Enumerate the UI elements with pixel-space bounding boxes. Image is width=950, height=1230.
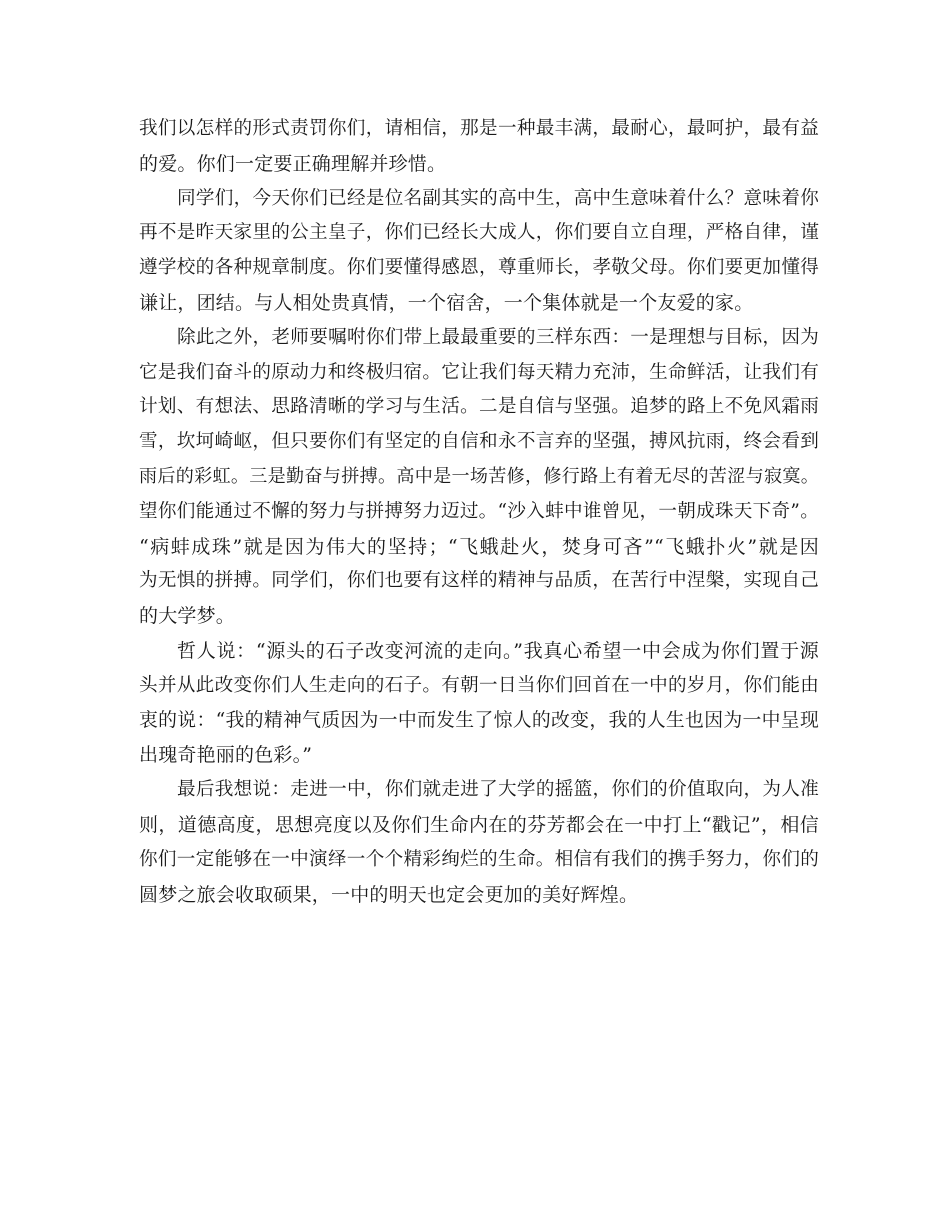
text-line: 衷的说：“我的精神气质因为一中而发生了惊人的改变，我的人生也因为一中呈现 [139, 709, 819, 731]
document-body [139, 112, 819, 912]
text-line: “病蚌成珠”就是因为伟大的坚持；“飞蛾赴火，焚身可吝”“飞蛾扑火”就是因 [139, 535, 819, 558]
text-line: 遵学校的各种规章制度。你们要懂得感恩，尊重师长，孝敬父母。你们要更加懂得 [139, 257, 819, 279]
text-line: 雨后的彩虹。三是勤奋与拼搏。高中是一场苦修，修行路上有着无尽的苦涩与寂寞。 [139, 465, 819, 487]
text-line: 雪，坎坷崎岖，但只要你们有坚定的自信和永不言弃的坚强，搏风抗雨，终会看到 [139, 431, 819, 453]
text-line: 圆梦之旅会收取硕果，一中的明天也定会更加的美好辉煌。 [139, 883, 639, 906]
text-line: 的大学梦。 [139, 605, 236, 628]
text-line: 的爱。你们一定要正确理解并珍惜。 [139, 152, 447, 175]
text-line: 最后我想说：走进一中，你们就走进了大学的摇篮，你们的价值取向，为人准 [177, 779, 819, 801]
text-line: 你们一定能够在一中演绎一个个精彩绚烂的生命。相信有我们的携手努力，你们的 [139, 848, 819, 870]
text-line: 它是我们奋斗的原动力和终极归宿。它让我们每天精力充沛，生命鲜活，让我们有 [139, 361, 819, 383]
text-line: 再不是昨天家里的公主皇子，你们已经长大成人，你们要自立自理，严格自律，谨 [139, 222, 819, 244]
text-line: 头并从此改变你们人生走向的石子。有朝一日当你们回首在一中的岁月，你们能由 [139, 674, 819, 696]
text-line: 谦让，团结。与人相处贵真情，一个宿舍，一个集体就是一个友爱的家。 [139, 291, 754, 314]
text-line: 哲人说：“源头的石子改变河流的走向。”我真心希望一中会成为你们置于源 [177, 639, 819, 662]
text-line: 则，道德高度，思想亮度以及你们生命内在的芬芳都会在一中打上“戳记”，相信 [139, 813, 819, 836]
text-line: 除此之外，老师要嘱咐你们带上最最重要的三样东西：一是理想与目标，因为 [177, 326, 819, 348]
text-line: 出瑰奇艳丽的色彩。” [139, 744, 313, 767]
text-line: 为无惧的拼搏。同学们，你们也要有这样的精神与品质，在苦行中涅槃，实现自己 [139, 570, 819, 592]
text-line: 计划、有想法、思路清晰的学习与生活。二是自信与坚强。追梦的路上不免风霜雨 [139, 396, 819, 418]
text-line: 望你们能通过不懈的努力与拼搏努力迈过。“沙入蚌中谁曾见，一朝成珠天下奇”。 [139, 500, 819, 522]
text-line: 同学们，今天你们已经是位名副其实的高中生，高中生意味着什么？意味着你 [177, 187, 819, 209]
text-line: 我们以怎样的形式责罚你们，请相信，那是一种最丰满，最耐心，最呵护，最有益 [139, 118, 819, 139]
